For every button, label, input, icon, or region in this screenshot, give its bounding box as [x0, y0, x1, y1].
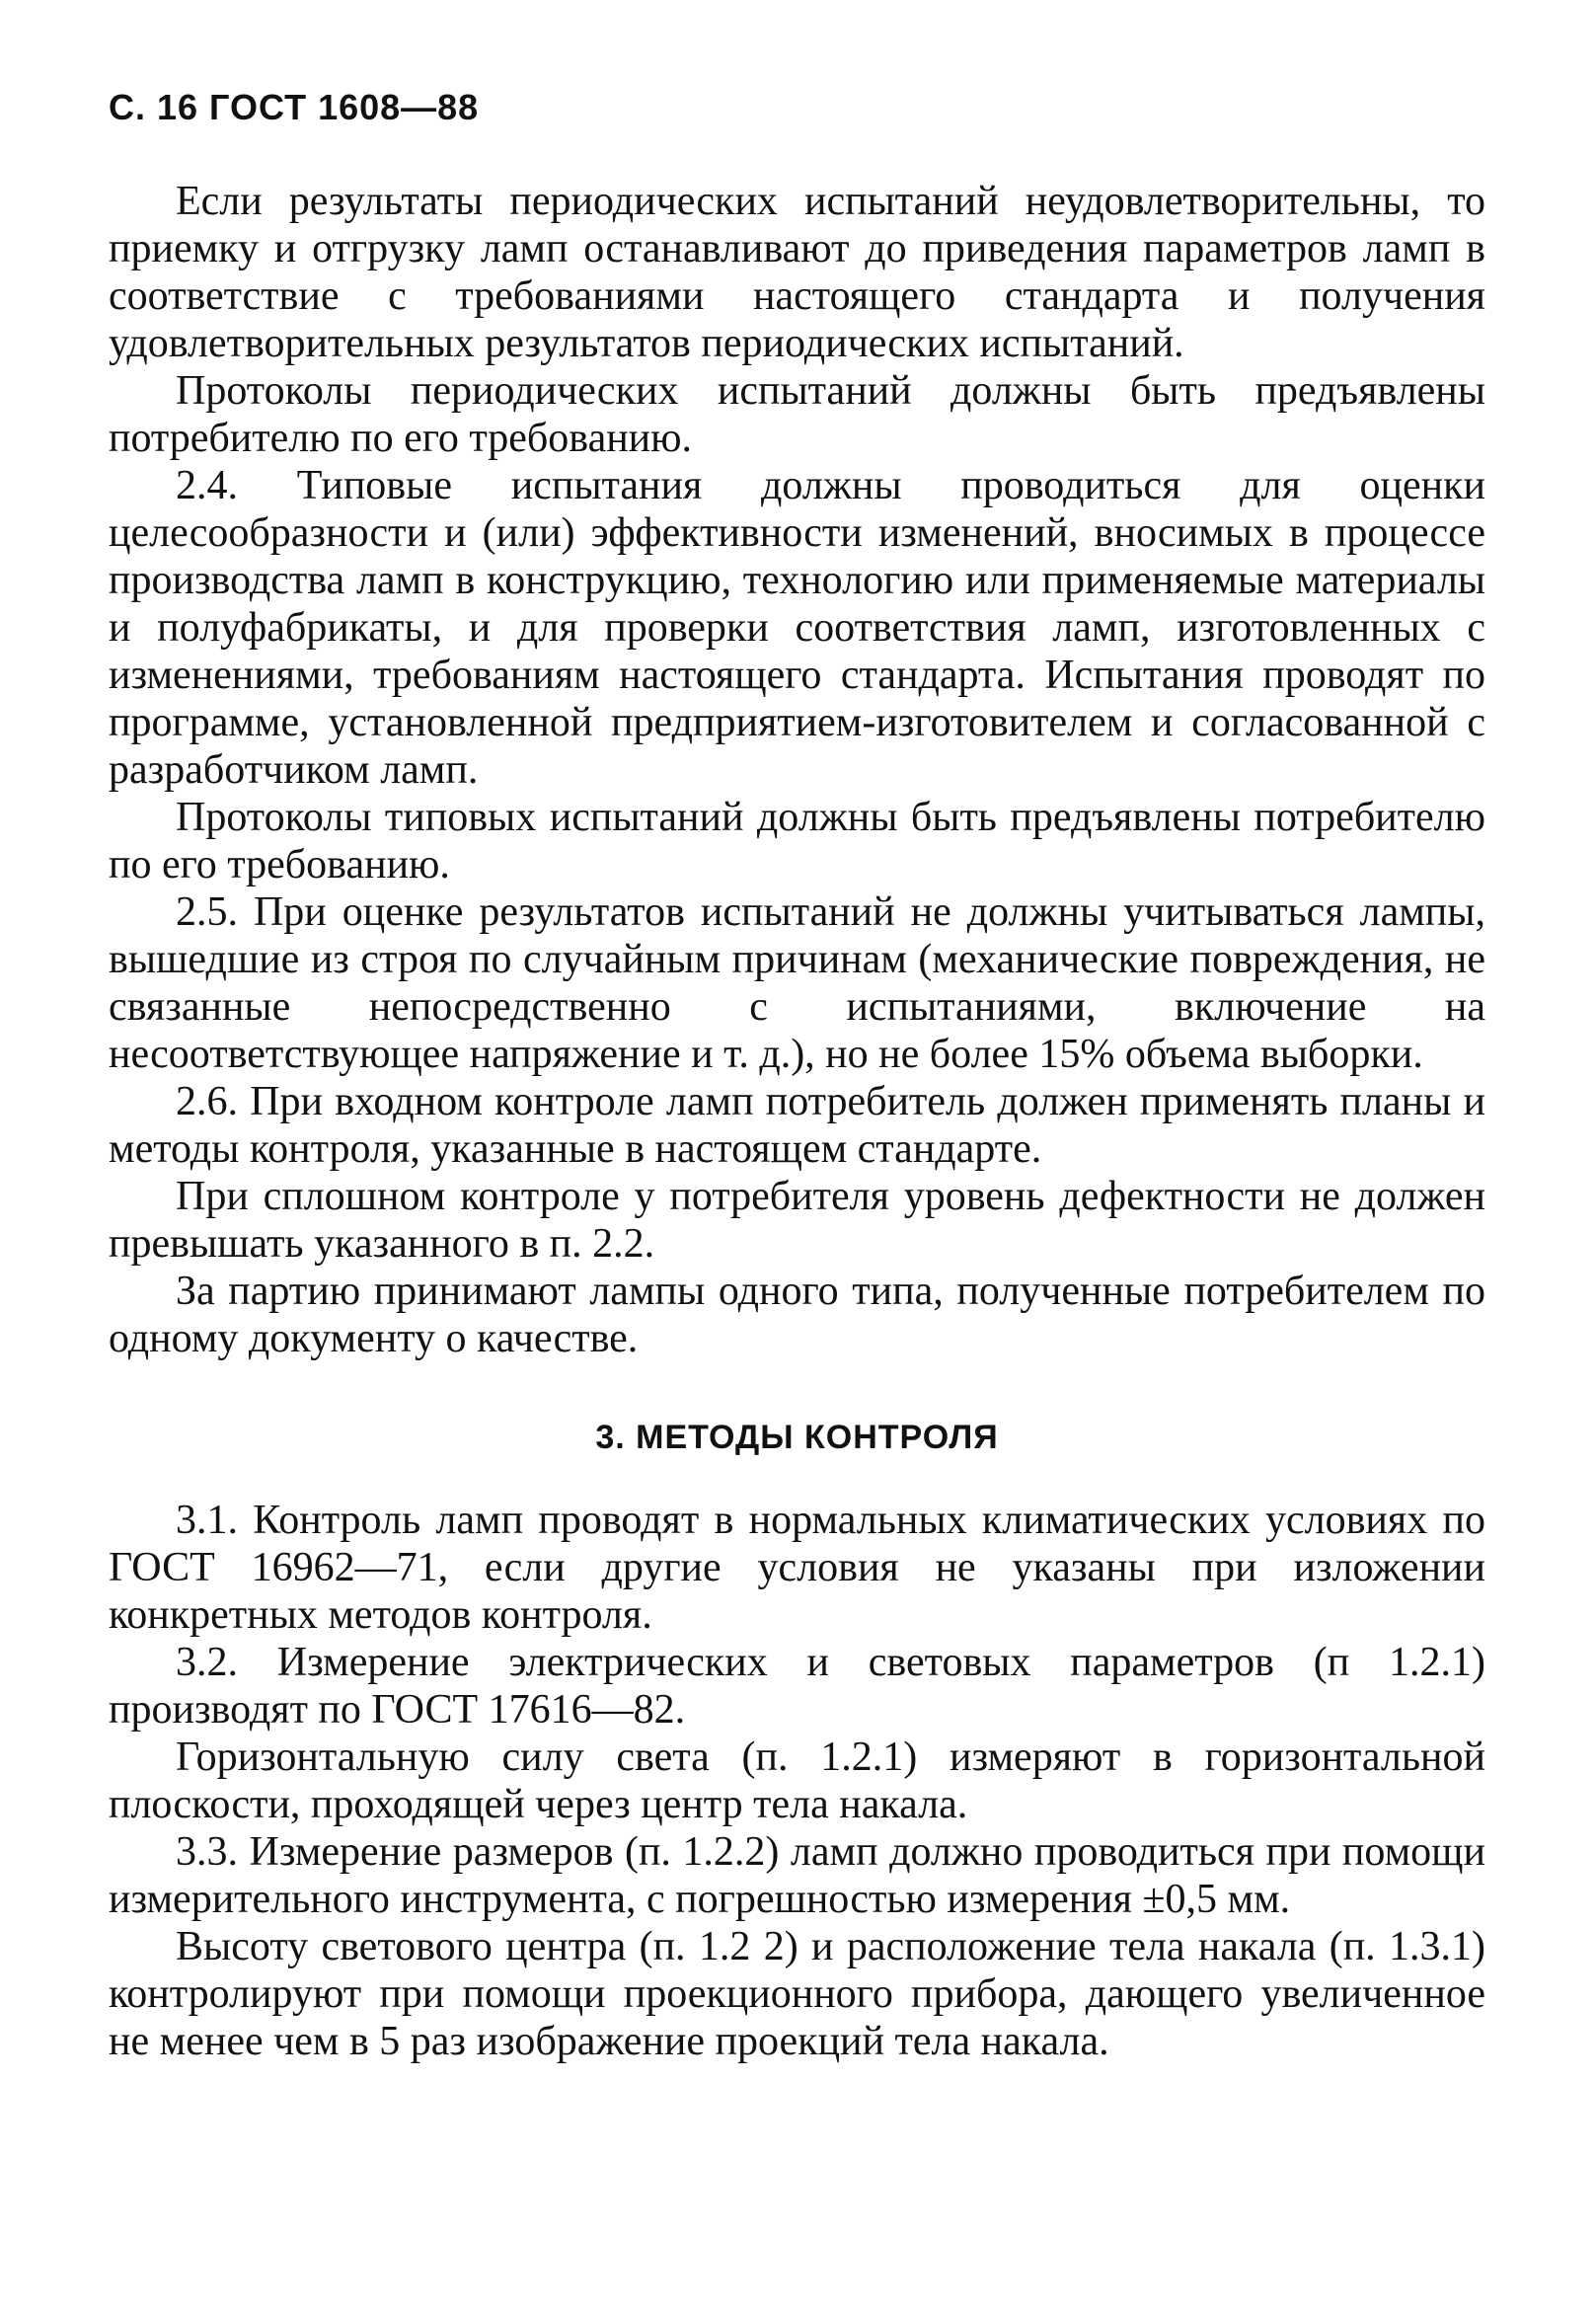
document-body — [109, 178, 1485, 2065]
paragraph-continuous-control: При сплошном контроле у потребителя уровень дефектности не должен превышать указанного в п. 2.2. — [109, 1174, 1485, 1267]
paragraph-3-1: 3.1. Контроль ламп проводят в нормальных климатических условиях по ГОСТ 16962—71, если другие условия не указаны при изложении конкретных методов контроля. — [109, 1498, 1485, 1638]
paragraph-type-protocols: Протоколы типовых испытаний должны быть предъявлены потребителю по его требованию. — [109, 795, 1485, 887]
paragraph-horizontal-intensity: Горизонтальную силу света (п. 1.2.1) измеряют в горизонтальной плоскости, проходящей через центр тела накала. — [109, 1735, 1485, 1827]
paragraph-2-6: 2.6. При входном контроле ламп потребитель должен применять планы и методы контроля, указанные в настоящем стандарте. — [109, 1079, 1485, 1172]
paragraph-2-4: 2.4. Типовые испытания должны проводиться для оценки целесообразности и (или) эффективности изменений, вносимых в процессе производства ламп в конструкцию, технологию или применяемые материалы и полуфабрикаты, и для проверки соответствия ламп, изготовленных с изменениями, требованиям настоящего стандарта. Испытания проводят по программе, установленной предприятием-изготовителем и согласованной с разработчиком ламп. — [109, 463, 1485, 793]
paragraph-3-2: 3.2. Измерение электрических и световых параметров (п 1.2.1) производят по ГОСТ 17616—82. — [109, 1640, 1485, 1733]
page-header: С. 16 ГОСТ 1608—88 — [109, 87, 480, 127]
paragraph-batch-definition: За партию принимают лампы одного типа, полученные потребителем по одному документу о качестве. — [109, 1269, 1485, 1361]
paragraph-2-5: 2.5. При оценке результатов испытаний не должны учитываться лампы, вышедшие из строя по случайным причинам (механические повреждения, не связанные непосредственно с испытаниями, включение на несоответствующее напряжение и т. д.), но не более 15% объема выборки. — [109, 889, 1485, 1077]
paragraph-light-center: Высоту светового центра (п. 1.2 2) и расположение тела накала (п. 1.3.1) контролируют при помощи проекционного прибора, дающего увеличенное не менее чем в 5 раз изображение проекций тела накала. — [109, 1924, 1485, 2064]
section-heading: 3. МЕТОДЫ КОНТРОЛЯ — [595, 1419, 999, 1456]
paragraph-3-3: 3.3. Измерение размеров (п. 1.2.2) ламп должно проводиться при помощи измерительного инструмента, с погрешностью измерения ±0,5 мм. — [109, 1829, 1485, 1922]
paragraph-periodic-protocols: Протоколы периодических испытаний должны быть предъявлены потребителю по его требованию. — [109, 368, 1485, 461]
paragraph-periodic-results: Если результаты периодических испытаний неудовлетворительны, то приемку и отгрузку ламп останавливают до приведения параметров ламп в соответствие с требованиями настоящего стандарта и получения удовлетворительных результатов периодических испытаний. — [109, 179, 1485, 366]
